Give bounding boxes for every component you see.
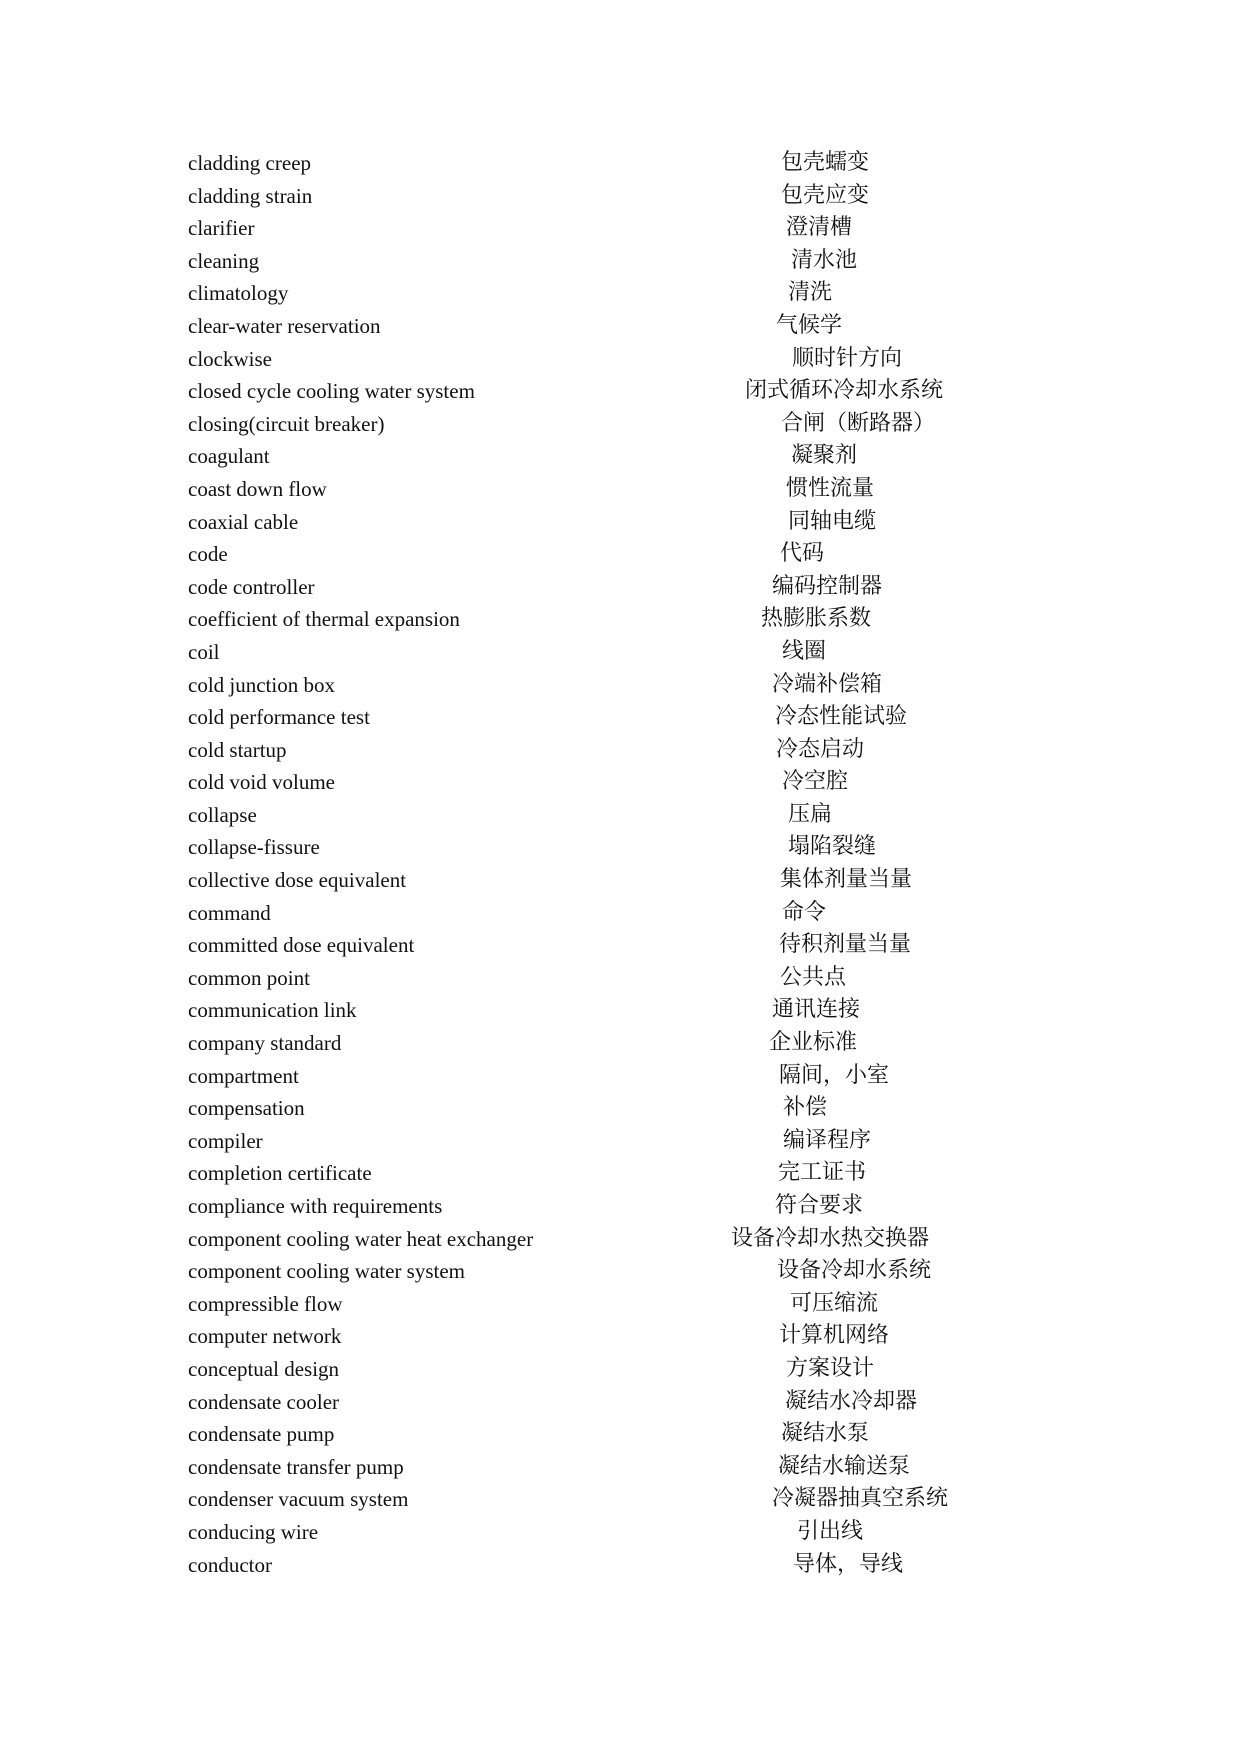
glossary-entry [188, 1258, 1088, 1291]
glossary-entry [188, 1128, 1088, 1161]
chinese-term: 命令 [782, 899, 827, 925]
chinese-term: 公共点 [780, 964, 847, 990]
english-term: coaxial cable [188, 509, 299, 534]
chinese-term: 顺时针方向 [792, 345, 903, 371]
english-term: code controller [188, 574, 315, 599]
glossary-entry [188, 1519, 1088, 1552]
english-term: compiler [188, 1128, 263, 1153]
glossary-entry [188, 1193, 1088, 1226]
chinese-term: 冷空腔 [782, 769, 849, 795]
glossary-entry [188, 411, 1088, 444]
english-term: collapse [188, 802, 257, 827]
chinese-term: 补偿 [783, 1095, 828, 1121]
english-term: condensate transfer pump [188, 1454, 404, 1479]
chinese-term: 澄清槽 [786, 215, 853, 241]
chinese-term: 清水池 [791, 247, 858, 273]
english-term: clear-water reservation [188, 313, 381, 338]
glossary-entry [188, 802, 1088, 835]
english-term: coagulant [188, 444, 270, 469]
glossary-entry [188, 280, 1088, 313]
glossary-entry [188, 574, 1088, 607]
glossary-entry [188, 1095, 1088, 1128]
english-term: company standard [188, 1031, 342, 1056]
glossary-entry [188, 1421, 1088, 1454]
chinese-term: 同轴电缆 [788, 508, 877, 534]
english-term: clockwise [188, 346, 272, 371]
english-term: closing(circuit breaker) [188, 411, 385, 436]
glossary-entry [188, 215, 1088, 248]
glossary-entry [188, 150, 1088, 183]
glossary-entry [188, 1323, 1088, 1356]
chinese-term: 热膨胀系数 [761, 606, 872, 632]
english-term: cleaning [188, 248, 260, 273]
english-term: coil [188, 639, 220, 664]
chinese-term: 气候学 [776, 312, 843, 338]
english-term: completion certificate [188, 1161, 372, 1186]
chinese-term: 合闸（断路器） [781, 410, 936, 436]
english-term: conductor [188, 1552, 272, 1577]
chinese-term: 线圈 [782, 638, 827, 664]
english-term: cladding creep [188, 151, 312, 175]
glossary-entry [188, 932, 1088, 965]
glossary-entry [188, 1486, 1088, 1519]
glossary-entry [188, 1389, 1088, 1422]
english-term: clarifier [188, 216, 255, 241]
chinese-term: 凝结水冷却器 [785, 1388, 918, 1414]
chinese-term: 隔间，小室 [779, 1062, 890, 1088]
chinese-term: 包壳蠕变 [781, 150, 870, 175]
english-term: component cooling water system [188, 1259, 466, 1284]
english-term: cold junction box [188, 672, 335, 697]
english-term: closed cycle cooling water system [188, 379, 475, 404]
glossary-entry [188, 737, 1088, 770]
glossary-entry [188, 313, 1088, 346]
glossary-entry [188, 476, 1088, 509]
glossary-entry [188, 1226, 1088, 1259]
english-term: cladding strain [188, 183, 313, 208]
english-term: climatology [188, 281, 289, 306]
glossary-entry [188, 443, 1088, 476]
glossary-entry [188, 769, 1088, 802]
chinese-term: 惯性流量 [786, 475, 875, 501]
glossary-entry [188, 639, 1088, 672]
glossary-entry [188, 867, 1088, 900]
chinese-term: 压扁 [788, 801, 833, 827]
chinese-term: 凝聚剂 [791, 443, 858, 469]
english-term: common point [188, 965, 310, 990]
english-term: computer network [188, 1324, 342, 1349]
glossary-entry [188, 834, 1088, 867]
english-term: compressible flow [188, 1291, 343, 1316]
chinese-term: 方案设计 [786, 1355, 875, 1381]
english-term: code [188, 542, 228, 567]
glossary-entry [188, 704, 1088, 737]
chinese-term: 设备冷却水热交换器 [731, 1225, 930, 1251]
chinese-term: 冷态启动 [776, 736, 865, 762]
english-term: cold startup [188, 737, 287, 762]
english-term: coefficient of thermal expansion [188, 607, 460, 632]
glossary-entry [188, 183, 1088, 216]
chinese-term: 代码 [780, 541, 825, 567]
chinese-term: 导体，导线 [793, 1551, 904, 1577]
chinese-term: 包壳应变 [781, 182, 870, 208]
english-term: cold void volume [188, 770, 335, 795]
glossary-entry [188, 1030, 1088, 1063]
chinese-term: 企业标准 [769, 1030, 858, 1056]
english-term: compliance with requirements [188, 1194, 443, 1218]
glossary-entry [188, 997, 1088, 1030]
english-term: conceptual design [188, 1356, 340, 1381]
chinese-term: 设备冷却水系统 [777, 1258, 932, 1284]
english-term: command [188, 900, 271, 925]
english-term: compensation [188, 1096, 305, 1121]
chinese-term: 计算机网络 [779, 1323, 890, 1349]
chinese-term: 集体剂量当量 [780, 867, 913, 893]
english-term: conducing wire [188, 1519, 319, 1544]
english-term: condenser vacuum system [188, 1487, 409, 1512]
chinese-term: 冷态性能试验 [775, 704, 908, 730]
glossary-entry [188, 248, 1088, 281]
glossary-entry [188, 606, 1088, 639]
chinese-term: 完工证书 [778, 1160, 867, 1186]
english-term: collective dose equivalent [188, 868, 407, 893]
english-term: component cooling water heat exchanger [188, 1226, 534, 1251]
glossary-entry [188, 378, 1088, 411]
chinese-term: 塌陷裂缝 [788, 834, 877, 860]
english-term: communication link [188, 998, 357, 1023]
english-term: cold performance test [188, 705, 370, 730]
english-term: compartment [188, 1063, 299, 1088]
glossary-entry [188, 1356, 1088, 1389]
english-term: condensate cooler [188, 1389, 340, 1414]
chinese-term: 编译程序 [783, 1127, 872, 1153]
chinese-term: 待积剂量当量 [779, 932, 912, 958]
glossary-entry [188, 965, 1088, 998]
english-term: condensate pump [188, 1422, 335, 1447]
chinese-term: 冷端补偿箱 [772, 671, 883, 697]
chinese-term: 引出线 [797, 1518, 864, 1544]
chinese-term: 清洗 [788, 280, 833, 306]
glossary-entry [188, 1291, 1088, 1324]
english-term: coast down flow [188, 476, 327, 501]
glossary-entry [188, 509, 1088, 542]
glossary-entry [188, 672, 1088, 705]
chinese-term: 冷凝器抽真空系统 [772, 1486, 949, 1512]
glossary-entry [188, 1552, 1088, 1585]
chinese-term: 编码控制器 [772, 573, 883, 599]
chinese-term: 可压缩流 [790, 1290, 879, 1316]
english-term: committed dose equivalent [188, 933, 415, 958]
chinese-term: 闭式循环冷却水系统 [745, 378, 944, 404]
chinese-term: 通讯连接 [772, 997, 861, 1023]
chinese-term: 凝结水输送泵 [778, 1453, 911, 1479]
glossary-list [188, 150, 1088, 1584]
glossary-entry [188, 1454, 1088, 1487]
chinese-term: 符合要求 [775, 1193, 864, 1218]
glossary-entry [188, 346, 1088, 379]
glossary-entry [188, 1160, 1088, 1193]
glossary-entry [188, 1063, 1088, 1096]
glossary-entry [188, 900, 1088, 933]
english-term: collapse-fissure [188, 835, 320, 860]
glossary-entry [188, 541, 1088, 574]
chinese-term: 凝结水泵 [781, 1421, 870, 1447]
